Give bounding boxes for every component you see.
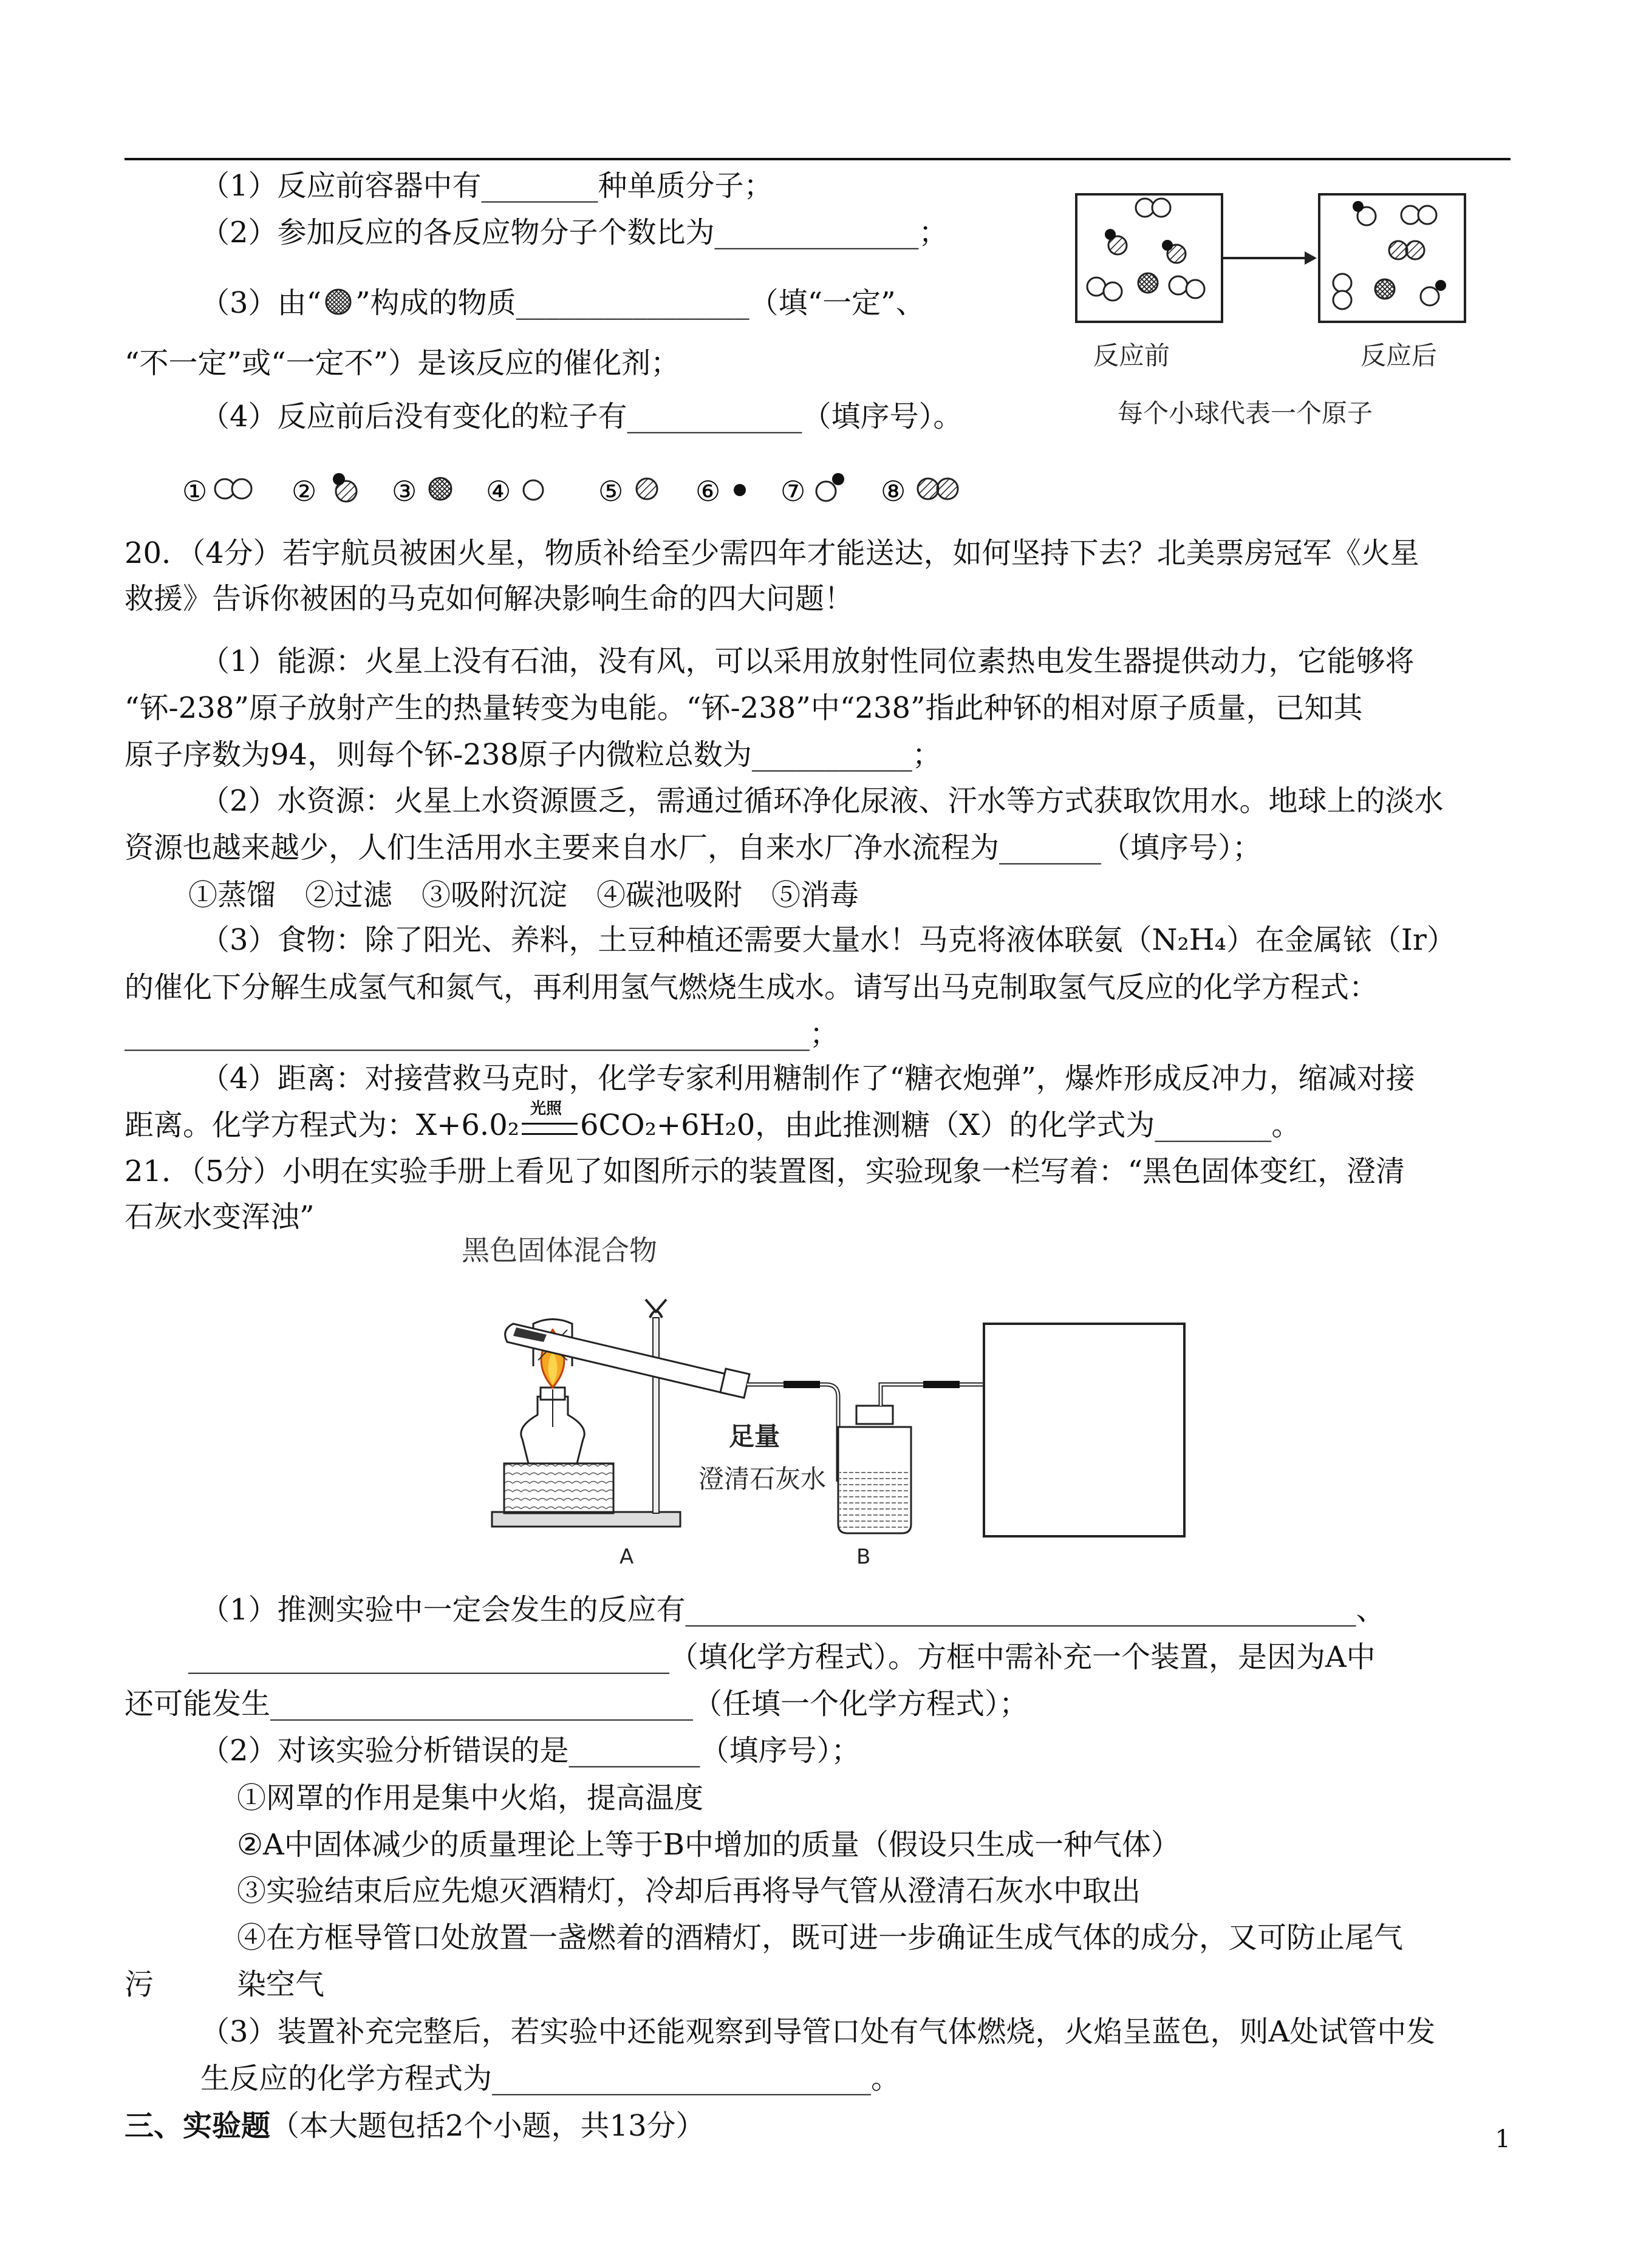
q21-option4-cont-left: 污 (125, 1967, 154, 2001)
option-8-label: ⑧ (881, 475, 906, 508)
q21-option4: ④在方框导管口处放置一盏燃着的酒精灯，既可进一步确证生成气体的成分，又可防止尾气 (237, 1921, 1404, 1955)
q20-line2: 救援》告诉你被困的马克如何解决影响生命的四大问题！ (125, 582, 854, 616)
option-3-label: ③ (392, 475, 417, 508)
q20-line3: （1）能源：火星上没有石油，没有风，可以采用放射性同位素热电发生器提供动力，它能够将 (200, 644, 1415, 678)
apparatus-figure (462, 1233, 1190, 1573)
q20-line6: （2）水资源：火星上水资源匮乏，需通过循环净化尿液、汗水等方式获取饮用水。地球上的淡水 (200, 784, 1444, 818)
q21-s1-line3: 还可能发生_____________________________（任填一个化学方程式）； (125, 1687, 1029, 1721)
q19-part3-cont: “不一定”或“一定不”）是该反应的催化剂； (125, 346, 680, 380)
alcohol-lamp (521, 1388, 584, 1463)
q21-line1: 21．（5分）小明在实验手册上看见了如图所示的装置图，实验现象一栏写着：“黑色固体变红，澄清 (125, 1154, 1405, 1188)
label-before: 反应前 (1093, 341, 1170, 370)
header-rule (125, 158, 1511, 160)
condition-label: 光照 (530, 1099, 562, 1118)
wooden-block (504, 1463, 613, 1513)
reaction-arrow (1222, 251, 1317, 265)
option-1-label: ① (182, 475, 208, 508)
box-after (1319, 194, 1465, 322)
option-3 (392, 475, 451, 508)
option-6 (695, 475, 746, 508)
q20-answer-blank: _______________________________________________； (125, 1017, 839, 1051)
particle-options (182, 465, 1002, 513)
q21-s2: （2）对该实验分析错误的是_________（填序号）； (200, 1734, 861, 1768)
crosshatch-atom-icon (324, 287, 353, 316)
option-6-label: ⑥ (695, 475, 721, 508)
q20-equation-left: 距离。化学方程式为：X+6.0₂ (125, 1108, 519, 1142)
label-amount: 足量 (729, 1422, 780, 1451)
condition-equal-sign (522, 1123, 578, 1135)
figure-title: 黑色固体混合物 (462, 1234, 657, 1267)
label-b: B (856, 1545, 871, 1569)
q21-s3-line1: （3）装置补充完整后，若实验中还能观察到导管口处有气体燃烧，火焰呈蓝色，则A处试管中发 (200, 2015, 1436, 2049)
section-3-heading (125, 2107, 705, 2145)
option-2 (292, 473, 357, 508)
q21-s3-line2: 生反应的化学方程式为__________________________。 (200, 2062, 901, 2096)
option-5-label: ⑤ (598, 475, 624, 508)
option-8 (881, 475, 958, 508)
q21-option2: ②A中固体减少的质量理论上等于B中增加的质量（假设只生成一种气体） (237, 1828, 1180, 1862)
option-7-label: ⑦ (780, 475, 806, 508)
q21-option3: ③实验结束后应先熄灭酒精灯，冷却后再将导气管从澄清石灰水中取出 (237, 1874, 1141, 1908)
page-number: 1 (1495, 2125, 1511, 2153)
q20-line5: 原子序数为94，则每个钚-238原子内微粒总数为___________； (125, 738, 941, 772)
q20-line12: （4）距离：对接营救马克时，化学专家利用糖制作了“糖衣炮弹”，爆炸形成反冲力，缩减对接 (200, 1061, 1415, 1095)
q20-line7: 资源也越来越少，人们生活用水主要来自水厂，自来水厂净水流程为_______（填序号）； (125, 831, 1262, 865)
q19-part4: （4）反应前后没有变化的粒子有____________（填序号）。 (200, 400, 963, 434)
option-2-label: ② (292, 475, 317, 508)
q20-line4: “钚-238”原子放射产生的热量转变为电能。“钚-238”中“238”指此种钚的相对原子质量，已知其 (125, 691, 1363, 725)
label-a: A (620, 1545, 634, 1569)
section-3-title: 三、实验题 (125, 2109, 271, 2143)
option-7 (780, 473, 844, 508)
section-3-note: （本大题包括2个小题，共13分） (270, 2109, 705, 2143)
q20-equation-right: 6CO₂+6H₂0，由此推测糖（X）的化学式为________。 (579, 1108, 1301, 1142)
q21-option1: ①网罩的作用是集中火焰，提高温度 (237, 1781, 704, 1815)
figure-legend: 每个小球代表一个原子 (1118, 398, 1373, 428)
option-5 (598, 475, 657, 508)
q19-part3 (200, 284, 925, 322)
q21-option4-cont-right: 染空气 (237, 1967, 325, 2001)
q20-line10: 的催化下分解生成氢气和氮气，再利用氢气燃烧生成水。请写出马克制取氢气反应的化学方程式： (125, 970, 1379, 1004)
q21-s1-line1: （1）推测实验中一定会发生的反应有______________________________________________、 (200, 1593, 1385, 1627)
q20-options: ①蒸馏 ②过滤 ③吸附沉淀 ④碳池吸附 ⑤消毒 (188, 878, 859, 912)
option-4 (486, 475, 543, 508)
q21-line2: 石灰水变浑浊” (125, 1200, 315, 1234)
q21-s1-line2: _________________________________（填化学方程式）。方框中需补充一个装置，是因为A中 (188, 1640, 1376, 1674)
q20-line13 (125, 1099, 1301, 1144)
q19-part3-suffix: ”构成的物质________________（填“一定”、 (355, 286, 925, 320)
option-4-label: ④ (486, 475, 511, 508)
gas-bottle (838, 1381, 984, 1533)
empty-device-box (984, 1324, 1184, 1536)
reaction-condition (519, 1099, 580, 1140)
q20-line9: （3）食物：除了阳光、养料，土豆种植还需要大量水！马克将液体联氨（N₂H₄）在金属铱（Ir） (200, 923, 1456, 957)
reaction-figure (1069, 182, 1494, 443)
option-1 (182, 475, 251, 508)
q19-part1: （1）反应前容器中有________种单质分子； (200, 169, 773, 203)
label-after: 反应后 (1361, 341, 1438, 370)
q19-part3-prefix: （3）由“ (200, 286, 322, 320)
q19-part2: （2）参加反应的各反应物分子个数比为______________； (200, 216, 948, 250)
q20-line1: 20．（4分）若宇航员被困火星，物质补给至少需四年才能送达，如何坚持下去？北美票房冠军《火星 (125, 536, 1419, 570)
label-limewater: 澄清石灰水 (698, 1464, 827, 1494)
box-before (1076, 194, 1222, 322)
